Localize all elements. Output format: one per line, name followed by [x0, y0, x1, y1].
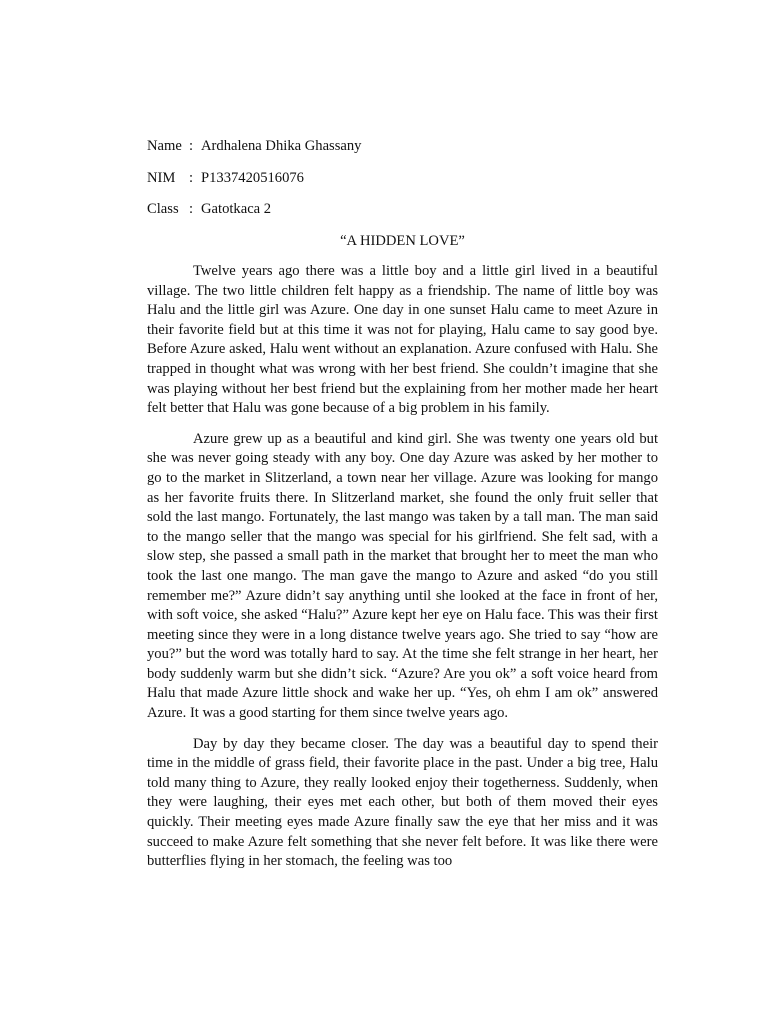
nim-separator: : [189, 170, 194, 186]
class-separator: : [189, 201, 194, 217]
class-label: Class [147, 201, 179, 217]
student-class-row [147, 199, 271, 219]
student-class: Gatotkaca 2 [201, 201, 272, 217]
story-body [147, 262, 658, 883]
story-paragraph-2: Azure grew up as a beautiful and kind girl. She was twenty one years old but she was never going steady with any boy. One day Azure was asked by her mother to go to the market in Slitzerland, a town near her village. Azure was looking for mango as her favorite fruits there. In Slitzerland market, she found the only fruit seller that sold the last mango. Fortunately, the last mango was taken by a tall man. The man said to the mango seller that the mango was special for his girlfriend. She felt sad, with a slow step, she passed a small path in the market that brought her to meet the man who took the last one mango. The man gave the mango to Azure and asked “do you still remember me?” Azure didn’t say anything until she looked at the face in front of her, with soft voice, she asked “Halu?” Azure kept her eye on Halu face. This was their first meeting since they were in a long distance twelve years ago. She tried to say “how are you?” but the word was totally hard to say. At the time she felt strange in her heart, her body suddenly warm but she didn’t sick. “Azure? Are you ok” a soft voice heard from Halu that made Azure little shock and wake her up. “Yes, oh ehm I am ok” answered Azure. It was a good starting for them since twelve years ago. [147, 430, 658, 722]
student-name-row [147, 136, 361, 156]
student-nim: P1337420516076 [201, 170, 304, 186]
story-paragraph-1: Twelve years ago there was a little boy and a little girl lived in a beautiful village. The two little children felt happy as a friendship. The name of little boy was Halu and the little girl was Azure. One day in one sunset Halu came to meet Azure in their favorite field but at this time it was not for playing, Halu came to say good bye. Before Azure asked, Halu went without an explanation. Azure confused with Halu. She trapped in thought what was wrong with her best friend. She couldn’t imagine that she was playing without her best friend but the explaining from her mother made her heart felt better that Halu was gone because of a big problem in his family. [147, 263, 658, 417]
name-separator: : [189, 138, 194, 154]
student-nim-row [147, 168, 304, 188]
name-label: Name [147, 138, 182, 154]
story-title: “A HIDDEN LOVE” [340, 233, 465, 249]
student-name: Ardhalena Dhika Ghassany [201, 138, 362, 154]
story-paragraph-3: Day by day they became closer. The day was a beautiful day to spend their time in the middle of grass field, their favorite place in the past. Under a big tree, Halu told many thing to Azure, they really looked enjoy their togetherness. Suddenly, when they were laughing, their eyes met each other, but both of them moved their eyes quickly. Their meeting eyes made Azure finally saw the eye that her miss and it was succeed to make Azure felt something that she never felt before. It was like there were butterflies flying in her stomach, the feeling was too [147, 735, 658, 870]
nim-label: NIM [147, 170, 176, 186]
